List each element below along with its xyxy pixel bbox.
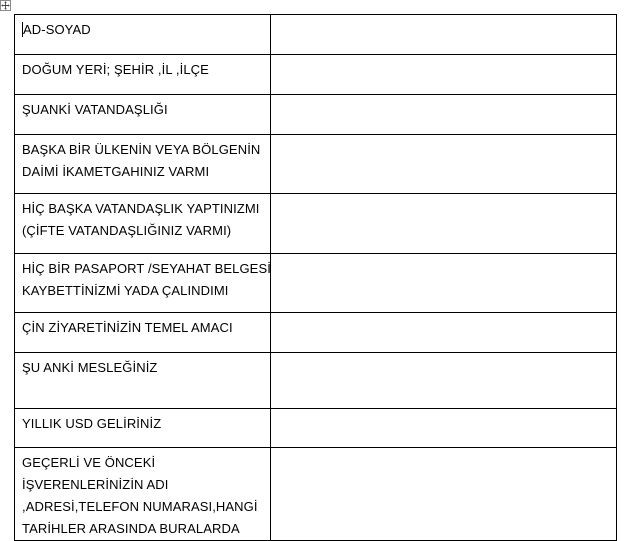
application-form-table bbox=[14, 14, 617, 541]
field-value-birthplace[interactable] bbox=[271, 55, 617, 95]
table-row bbox=[15, 448, 617, 541]
field-label-residency: BAŞKA BİR ÜLKENİN VEYA BÖLGENİN DAİMİ İKAMETGAHINIZ VARMI bbox=[15, 135, 271, 194]
field-label-annual-income: YILLIK USD GELİRİNİZ bbox=[15, 409, 271, 448]
table-move-handle[interactable] bbox=[0, 0, 11, 11]
field-label-occupation: ŞU ANKİ MESLEĞİNİZ bbox=[15, 353, 271, 409]
field-label-name: AD-SOYAD bbox=[15, 15, 271, 55]
field-value-other-citizenship[interactable] bbox=[271, 194, 617, 254]
table-row bbox=[15, 95, 617, 135]
table-row bbox=[15, 254, 617, 313]
field-value-annual-income[interactable] bbox=[271, 409, 617, 448]
field-label-other-citizenship: HİÇ BAŞKA VATANDAŞLIK YAPTINIZMI (ÇİFTE VATANDAŞLIĞINIZ VARMI) bbox=[15, 194, 271, 254]
field-label-birthplace: DOĞUM YERİ; ŞEHİR ,İL ,İLÇE bbox=[15, 55, 271, 95]
field-value-name[interactable] bbox=[271, 15, 617, 55]
field-label-visit-purpose: ÇİN ZİYARETİNİZİN TEMEL AMACI bbox=[15, 313, 271, 353]
field-value-visit-purpose[interactable] bbox=[271, 313, 617, 353]
table-row bbox=[15, 353, 617, 409]
table-row bbox=[15, 55, 617, 95]
move-arrows-icon bbox=[1, 1, 10, 10]
field-value-employers[interactable] bbox=[271, 448, 617, 541]
field-value-lost-passport[interactable] bbox=[271, 254, 617, 313]
table-row bbox=[15, 135, 617, 194]
table-row bbox=[15, 313, 617, 353]
field-label-citizenship: ŞUANKİ VATANDAŞLIĞI bbox=[15, 95, 271, 135]
table-row bbox=[15, 409, 617, 448]
field-value-residency[interactable] bbox=[271, 135, 617, 194]
table-row bbox=[15, 194, 617, 254]
field-label-employers: GEÇERLİ VE ÖNCEKİ İŞVERENLERİNİZİN ADI ,ADRESİ,TELEFON NUMARASI,HANGİ TARİHLER ARASINDA BURALARDA bbox=[15, 448, 271, 541]
field-value-citizenship[interactable] bbox=[271, 95, 617, 135]
field-label-lost-passport: HİÇ BİR PASAPORT /SEYAHAT BELGESİ KAYBETTİNİZMİ YADA ÇALINDIMI bbox=[15, 254, 271, 313]
table-row bbox=[15, 15, 617, 55]
field-value-occupation[interactable] bbox=[271, 353, 617, 409]
